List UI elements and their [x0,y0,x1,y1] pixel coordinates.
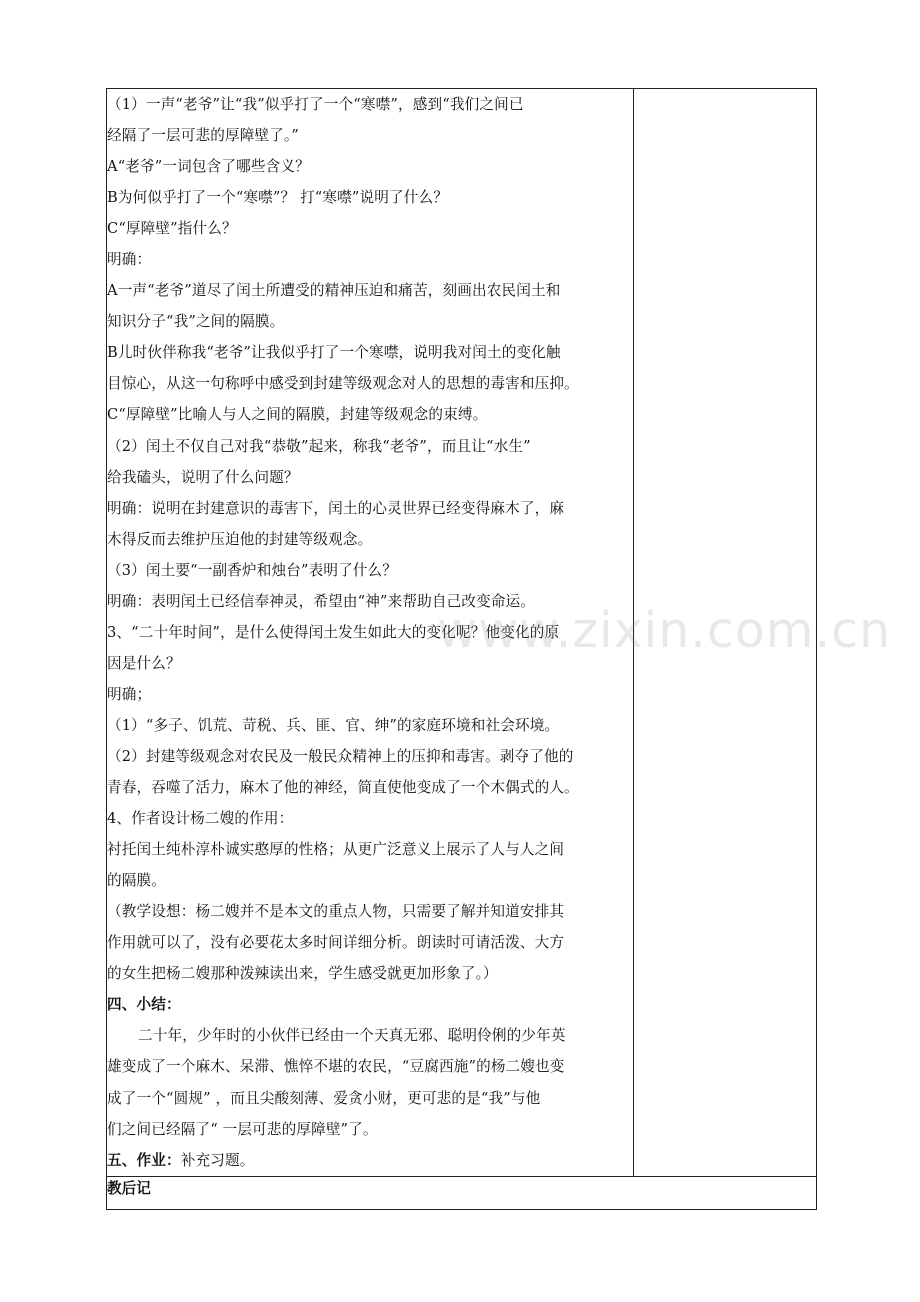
body-line: 的隔膜。 [107,872,166,890]
post-class-notes-label: 教后记 [107,1179,151,1197]
body-line: 衬托闰土纯朴淳朴诚实憨厚的性格；从更广泛意义上展示了人与人之间 [107,841,565,859]
lesson-plan-table [106,88,817,1210]
body-line: C“厚障壁”指什么？ [107,220,237,238]
homework-heading: 五、作业： [107,1151,181,1169]
content-row [107,89,817,1177]
body-line: （3）闰土要“一副香炉和烛台”表明了什么？ [107,561,398,579]
summary-line: 成了一个“圆规” ，而且尖酸刻薄、爱贪小财，更可悲的是“我”与他 [107,1089,541,1107]
body-line: A“老爷”一词包含了哪些含义？ [107,158,310,176]
summary-heading: 四、小结： [107,996,181,1014]
summary-line: 们之间已经隔了“ 一层可悲的厚障壁”了。 [107,1120,378,1138]
body-line: 经隔了一层可悲的厚障壁了。” [107,127,299,145]
body-line: 明确：说明在封建意识的毒害下，闰土的心灵世界已经变得麻木了，麻 [107,499,565,517]
watermark: www.zixin.com.cn [437,602,892,659]
body-line: 3、“二十年时间”，是什么使得闰土发生如此大的变化呢？他变化的原 [107,623,560,641]
body-line: （2）封建等级观念对农民及一般民众精神上的压抑和毒害。剥夺了他的 [107,747,574,765]
body-line: 因是什么？ [107,654,181,672]
body-line: 青春，吞噬了活力，麻木了他的神经，简直使他变成了一个木偶式的人。 [107,779,579,797]
lesson-content-cell [107,89,634,1177]
body-line: 目惊心，从这一句称呼中感受到封建等级观念对人的思想的毒害和压抑。 [107,375,579,393]
body-line: （1）一声“老爷”让“我”似乎打了一个“寒噤”，感到“我们之间已 [107,96,524,113]
homework-text: 补充习题。 [180,1151,255,1169]
post-class-notes-cell [107,1176,817,1209]
summary-line: 雄变成了一个麻木、呆滞、憔悴不堪的农民，“豆腐西施”的杨二嫂也变 [107,1058,565,1076]
body-line: （教学设想：杨二嫂并不是本文的重点人物，只需要了解并知道安排其 [107,903,565,921]
body-line: （2）闰土不仅自己对我“恭敬”起来，称我“老爷”，而且让“水生” [107,437,531,455]
body-line: A一声“老爷”道尽了闰土所遭受的精神压迫和痛苦，刻画出农民闰土和 [107,282,561,300]
body-line: B儿时伙伴称我“老爷”让我似乎打了一个寒噤，说明我对闰土的变化触 [107,344,561,362]
notes-cell [634,89,817,1177]
summary-line: 二十年，少年时的小伙伴已经由一个天真无邪、聪明伶俐的少年英 [138,1027,566,1045]
body-line: 给我磕头，说明了什么问题？ [107,468,299,486]
body-line: C“厚障壁”比喻人与人之间的隔膜，封建等级观念的束缚。 [107,406,488,424]
body-line: （1）“多子、饥荒、苛税、兵、匪、官、绅”的家庭环境和社会环境。 [107,716,560,734]
homework-line [107,1145,633,1176]
body-line: 4、作者设计杨二嫂的作用： [107,810,294,828]
body-line: B为何似乎打了一个“寒噤”？ 打“寒噤”说明了什么？ [107,189,448,207]
body-line: 木得反而去维护压迫他的封建等级观念。 [107,530,373,548]
body-line: 明确； [107,685,152,703]
body-line: 明确：表明闰土已经信奉神灵，希望由“神”来帮助自己改变命运。 [107,592,536,610]
body-line: 明确： [107,251,152,269]
body-line: 知识分子“我”之间的隔膜。 [107,313,285,331]
body-line: 的女生把杨二嫂那种泼辣读出来，学生感受就更加形象了。） [107,965,498,983]
lesson-body [107,89,633,989]
footer-row [107,1176,817,1209]
body-line: 作用就可以了，没有必要花太多时间详细分析。朗读时可请活泼、大方 [107,934,565,952]
